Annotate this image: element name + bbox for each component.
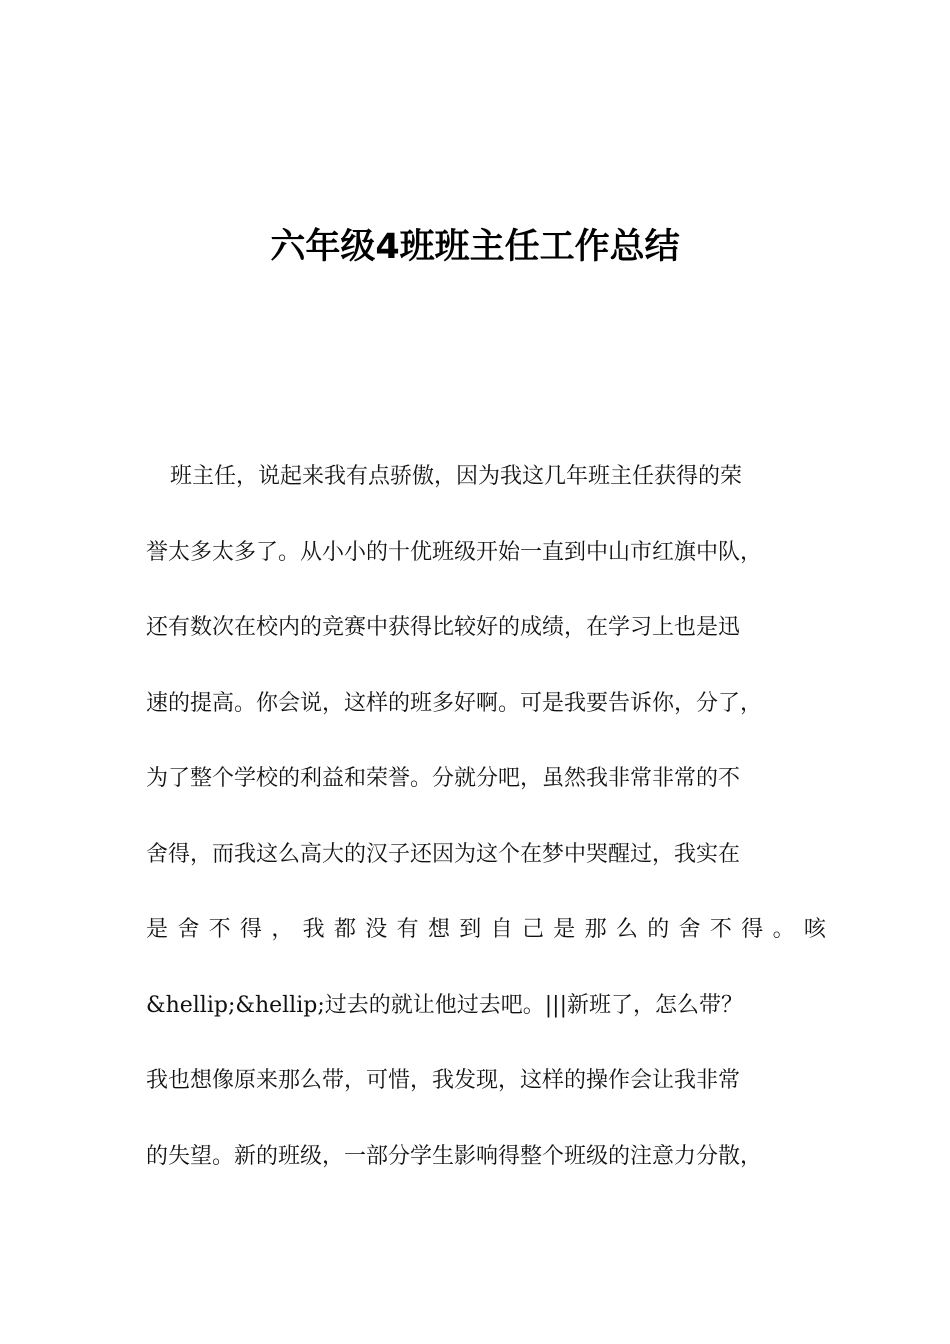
justified-char: 那 (584, 917, 607, 942)
justified-char: 没 (365, 917, 388, 942)
paragraph-line: 舍得，而我这么高大的汉子还因为这个在梦中哭醒过，我实在 (146, 841, 741, 867)
document-body (146, 451, 826, 1206)
justified-char: ， (271, 917, 294, 942)
justified-char: 。 (772, 917, 795, 942)
paragraph-line: 誉太多太多了。从小小的十优班级开始一直到中山市红旗中队， (146, 539, 763, 565)
paragraph-line: 还有数次在校内的竞赛中获得比较好的成绩，在学习上也是迅 (146, 615, 741, 640)
justified-char: 到 (459, 917, 482, 942)
justified-char: 己 (521, 917, 544, 942)
justified-char: 舍 (177, 917, 200, 942)
justified-char: 咳 (803, 917, 826, 942)
justified-char: 自 (490, 917, 513, 942)
justified-char: 舍 (678, 917, 701, 942)
document-title: 六年级4班班主任工作总结 (270, 227, 680, 267)
justified-char: 想 (427, 917, 450, 942)
paragraph-line: 为了整个学校的利益和荣誉。分就分吧，虽然我非常非常的不 (146, 766, 741, 791)
justified-char: 得 (239, 917, 262, 942)
paragraph-line-justified (146, 904, 826, 980)
justified-char: 不 (709, 917, 732, 942)
justified-char: 有 (396, 917, 419, 942)
justified-char: 是 (146, 917, 169, 942)
paragraph-line: 我也想像原来那么带，可惜，我发现，这样的操作会让我非常 (146, 1068, 741, 1093)
justified-char: 得 (741, 917, 764, 942)
justified-char: 是 (553, 917, 576, 942)
justified-char: 的 (647, 917, 670, 942)
paragraph-line: 的失望。新的班级，一部分学生影响得整个班级的注意力分散， (146, 1143, 763, 1169)
justified-char: 不 (208, 917, 231, 942)
paragraph-line: &hellip;&hellip;过去的就让他过去吧。|||新班了，怎么带？ (146, 992, 743, 1018)
justified-char: 都 (333, 917, 356, 942)
justified-char: 么 (615, 917, 638, 942)
paragraph-line: 班主任，说起来我有点骄傲，因为我这几年班主任获得的荣 (170, 464, 743, 489)
justified-char: 我 (302, 917, 325, 942)
paragraph-line: 速的提高。你会说，这样的班多好啊。可是我要告诉你，分了， (146, 690, 763, 716)
